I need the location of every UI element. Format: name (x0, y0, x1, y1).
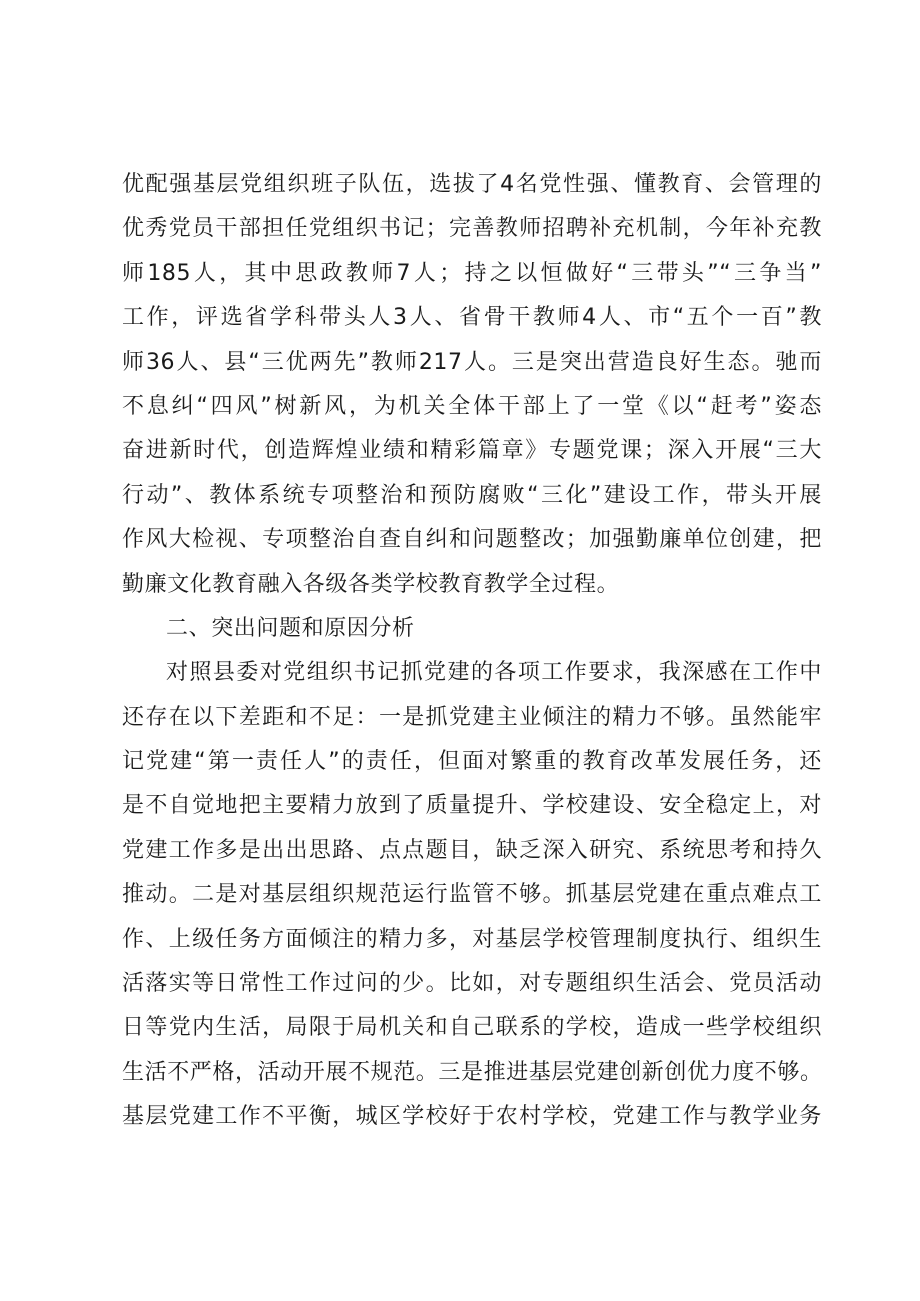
text-line: 作风大检视、专项整治自查自纠和问题整改；加强勤廉单位创建，把 (122, 527, 822, 553)
paragraph-achievements (122, 163, 822, 607)
text-line: 优配强基层党组织班子队伍，选拔了4名党性强、懂教育、会管理的 (122, 172, 822, 197)
text-line: 不息纠“四风”树新风，为机关全体干部上了一堂《以“赶考”姿态 (122, 393, 822, 419)
text-line: 工作，评选省学科带头人3人、省骨干教师4人、市“五个一百”教 (122, 305, 822, 331)
text-line: 生活不严格，活动开展不规范。三是推进基层党建创新创优力度不够。 (122, 1059, 823, 1085)
text-line: 日等党内生活，局限于局机关和自己联系的学校，造成一些学校组织 (122, 1015, 822, 1041)
text-line: 师185人，其中思政教师7人；持之以恒做好“三带头”“三争当” (122, 260, 822, 286)
text-line: 推动。二是对基层组织规范运行监管不够。抓基层党建在重点难点工 (122, 882, 822, 908)
text-line: 优秀党员干部担任党组织书记；完善教师招聘补充机制，今年补充教 (122, 216, 822, 242)
text-line: 行动”、教体系统专项整治和预防腐败“三化”建设工作，带头开展 (122, 482, 822, 508)
text-line: 党建工作多是出出思路、点点题目，缺乏深入研究、系统思考和持久 (122, 837, 822, 863)
text-line: 师36人、县“三优两先”教师217人。三是突出营造良好生态。驰而 (122, 349, 822, 375)
text-line: 还存在以下差距和不足：一是抓党建主业倾注的精力不够。虽然能牢 (122, 704, 822, 730)
text-line: 作、上级任务方面倾注的精力多，对基层学校管理制度执行、组织生 (122, 926, 822, 952)
text-line: 活落实等日常性工作过问的少。比如，对专题组织生活会、党员活动 (122, 971, 822, 997)
document-body (122, 163, 822, 1140)
text-line: 是不自觉地把主要精力放到了质量提升、学校建设、安全稳定上，对 (122, 793, 822, 819)
text-line: 基层党建工作不平衡，城区学校好于农村学校，党建工作与教学业务 (122, 1104, 822, 1130)
section-heading: 二、突出问题和原因分析 (166, 615, 415, 641)
text-line: 对照县委对党组织书记抓党建的各项工作要求，我深感在工作中 (166, 660, 822, 686)
text-line: 奋进新时代，创造辉煌业绩和精彩篇章》专题党课；深入开展“三大 (122, 438, 822, 464)
paragraph-problems (122, 651, 822, 1139)
text-line: 记党建“第一责任人”的责任，但面对繁重的教育改革发展任务，还 (122, 749, 822, 775)
text-line: 勤廉文化教育融入各级各类学校教育教学全过程。 (122, 571, 620, 597)
